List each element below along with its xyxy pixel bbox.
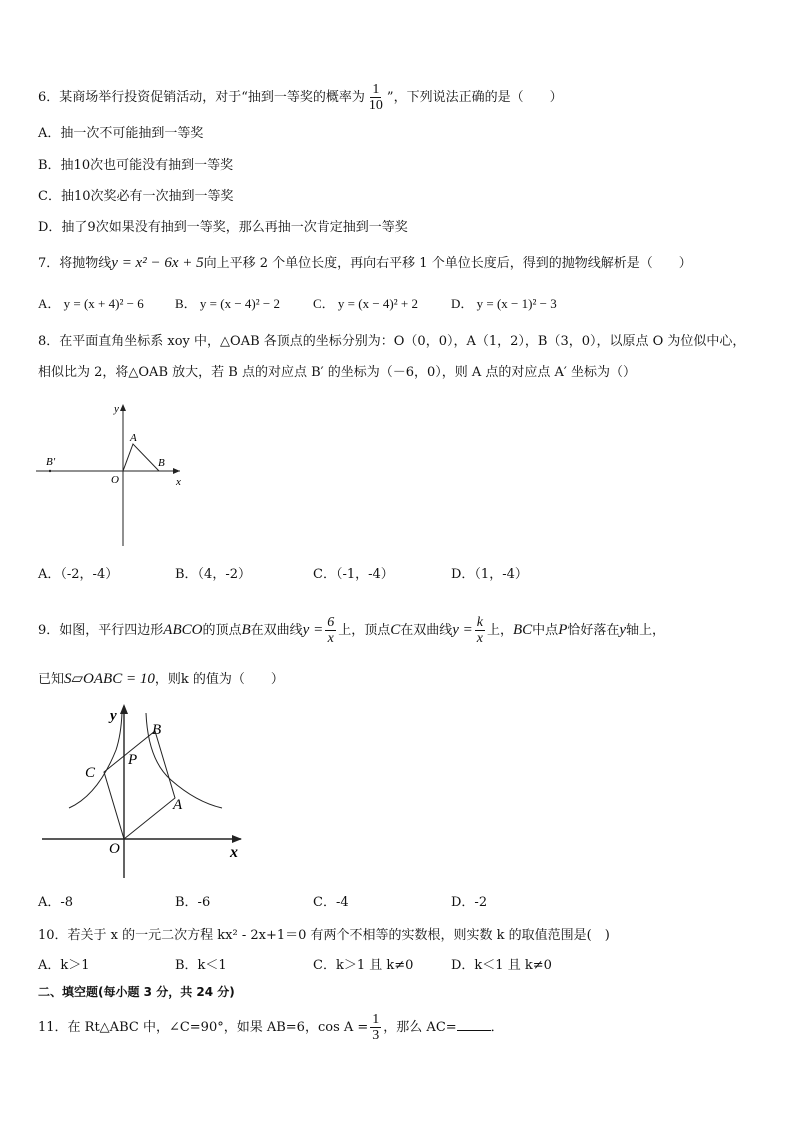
q9-option-a: A．-8 bbox=[38, 895, 74, 910]
q9-line2-pre: 已知 bbox=[38, 672, 65, 687]
q9-x-arrow bbox=[232, 835, 242, 843]
q9-option-b: B．-6 bbox=[175, 895, 211, 910]
q6-frac-num: 1 bbox=[372, 82, 380, 97]
q10-stem: 10．若关于 x 的一元二次方程 kx² - 2x+1＝0 有两个不相等的实数根，则实数 k 的取值范围是( ) bbox=[38, 928, 610, 943]
q9-text-f: 上， bbox=[486, 623, 513, 638]
q9-f2-num: k bbox=[476, 615, 483, 630]
q9-c: C bbox=[390, 622, 401, 638]
q8-label-x: x bbox=[176, 476, 181, 488]
q9-label-a: A bbox=[173, 797, 183, 813]
q9-bc: BC bbox=[513, 622, 533, 638]
q9-y2-lhs: y = bbox=[452, 622, 473, 638]
q8-option-a: A．（-2，-4） bbox=[38, 567, 119, 582]
section-heading: 二、填空题(每小题 3 分，共 24 分) bbox=[38, 985, 235, 999]
q6-option-b: B．抽10次也可能没有抽到一等奖 bbox=[38, 158, 234, 173]
q9-fraction-2 bbox=[475, 615, 485, 646]
q6-stem-post: ”，下列说法正确的是（ ） bbox=[386, 90, 563, 105]
q9-label-x: x bbox=[230, 844, 238, 861]
q9-label-y: y bbox=[110, 708, 117, 724]
q8-label-a: A bbox=[130, 432, 137, 444]
q8-line2: 相似比为 2，将△OAB 放大，若 B 点的对应点 B′ 的坐标为（－6，0），则 A 点的对应点 A′ 坐标为（） bbox=[38, 365, 637, 380]
q9-hyperbola-left bbox=[69, 713, 122, 808]
q9-y-arrow bbox=[120, 704, 128, 714]
q9-label-o: O bbox=[109, 841, 120, 857]
q9-f1-den: x bbox=[327, 631, 334, 646]
q9-text-d: 上，顶点 bbox=[338, 623, 391, 638]
q8-option-d: D．（1，-4） bbox=[451, 567, 528, 582]
q9-f1-num: 6 bbox=[327, 615, 335, 630]
q11-stem bbox=[38, 1012, 504, 1043]
q6-stem-pre: 6．某商场举行投资促销活动，对于“抽到一等奖的概率为 bbox=[38, 90, 365, 105]
q10-option-b: B．k＜1 bbox=[175, 958, 227, 973]
q10-option-d: D．k＜1 且 k≠0 bbox=[451, 958, 552, 973]
q9-label-c: C bbox=[85, 765, 96, 781]
q6-stem bbox=[38, 82, 563, 113]
q7-option-d: D． y = (x − 1)² − 3 bbox=[451, 296, 557, 311]
q9-option-c: C．-4 bbox=[313, 895, 349, 910]
q9-line2 bbox=[38, 670, 284, 689]
q9-line1 bbox=[38, 615, 665, 646]
q8-point-bprime bbox=[49, 470, 51, 472]
q9-text-a: 9．如图，平行四边形 bbox=[38, 623, 164, 638]
q9-p: P bbox=[558, 622, 568, 638]
q7-option-c: C． y = (x − 4)² + 2 bbox=[313, 296, 418, 311]
q9-text-c: 在双曲线 bbox=[250, 623, 303, 638]
q9-text-h: 恰好落在 bbox=[567, 623, 620, 638]
q7-expr: y = x² − 6x + 5 bbox=[111, 255, 204, 271]
q9-abco: ABCO bbox=[163, 622, 203, 638]
q6-frac-den: 10 bbox=[368, 98, 383, 113]
q9-text-b: 的顶点 bbox=[202, 623, 242, 638]
q7-stem bbox=[38, 254, 692, 273]
q8-label-o: O bbox=[111, 474, 119, 486]
q8-label-b: B bbox=[158, 457, 165, 469]
q11-fraction bbox=[370, 1012, 381, 1043]
q9-parallelogram bbox=[104, 731, 175, 839]
q8-x-arrow bbox=[173, 468, 180, 474]
q11-stem-pre: 11．在 Rt△ABC 中，∠C=90°，如果 AB=6，cos A = bbox=[38, 1020, 369, 1035]
q11-stem-post: ，那么 AC= bbox=[383, 1020, 457, 1035]
q6-option-c: C．抽10次奖必有一次抽到一等奖 bbox=[38, 189, 234, 204]
q9-fraction-1 bbox=[325, 615, 336, 646]
q11-frac-num: 1 bbox=[372, 1012, 380, 1027]
q9-yaxis: y bbox=[619, 622, 627, 638]
q6-option-a: A．抽一次不可能抽到一等奖 bbox=[38, 126, 204, 141]
q9-text-g: 中点 bbox=[532, 623, 559, 638]
q8-triangle bbox=[123, 444, 159, 471]
q9-text-i: 轴上， bbox=[626, 623, 666, 638]
q9-label-b: B bbox=[152, 722, 162, 738]
q11-end: ． bbox=[490, 1020, 504, 1035]
q8-option-b: B．（4，-2） bbox=[175, 567, 251, 582]
q8-label-y: y bbox=[114, 403, 119, 415]
q11-frac-den: 3 bbox=[372, 1028, 380, 1043]
q9-area: S▱OABC = 10 bbox=[64, 671, 155, 687]
q9-b: B bbox=[241, 622, 251, 638]
q7-option-a: A． y = (x + 4)² − 6 bbox=[38, 296, 144, 311]
q8-option-c: C．（-1，-4） bbox=[313, 567, 394, 582]
q7-stem-post: 向上平移 2 个单位长度，再向右平移 1 个单位长度后，得到的抛物线解析是（ ） bbox=[203, 256, 692, 271]
q7-stem-pre: 7．将抛物线 bbox=[38, 256, 112, 271]
q8-y-arrow bbox=[120, 404, 126, 411]
q9-f2-den: x bbox=[476, 631, 483, 646]
q10-option-a: A．k＞1 bbox=[38, 958, 90, 973]
q9-text-e: 在双曲线 bbox=[400, 623, 453, 638]
q8-figure bbox=[30, 398, 200, 550]
q9-label-p: P bbox=[128, 752, 138, 768]
q8-line1: 8．在平面直角坐标系 xoy 中，△OAB 各顶点的坐标分别为：O（0，0），A（1，2），B（3，0），以原点 O 为位似中心， bbox=[38, 334, 746, 349]
q6-option-d: D．抽了9次如果没有抽到一等奖，那么再抽一次肯定抽到一等奖 bbox=[38, 220, 408, 235]
q11-answer-blank[interactable] bbox=[457, 1030, 491, 1031]
q9-line2-post: ，则k 的值为（ ） bbox=[154, 672, 284, 687]
q9-figure bbox=[36, 700, 251, 880]
q6-fraction bbox=[367, 82, 385, 113]
q9-y1-lhs: y = bbox=[302, 622, 324, 638]
q8-label-bprime: B′ bbox=[46, 456, 56, 468]
q7-option-b: B． y = (x − 4)² − 2 bbox=[175, 296, 280, 311]
q10-option-c: C．k＞1 且 k≠0 bbox=[313, 958, 414, 973]
q9-option-d: D．-2 bbox=[451, 895, 488, 910]
